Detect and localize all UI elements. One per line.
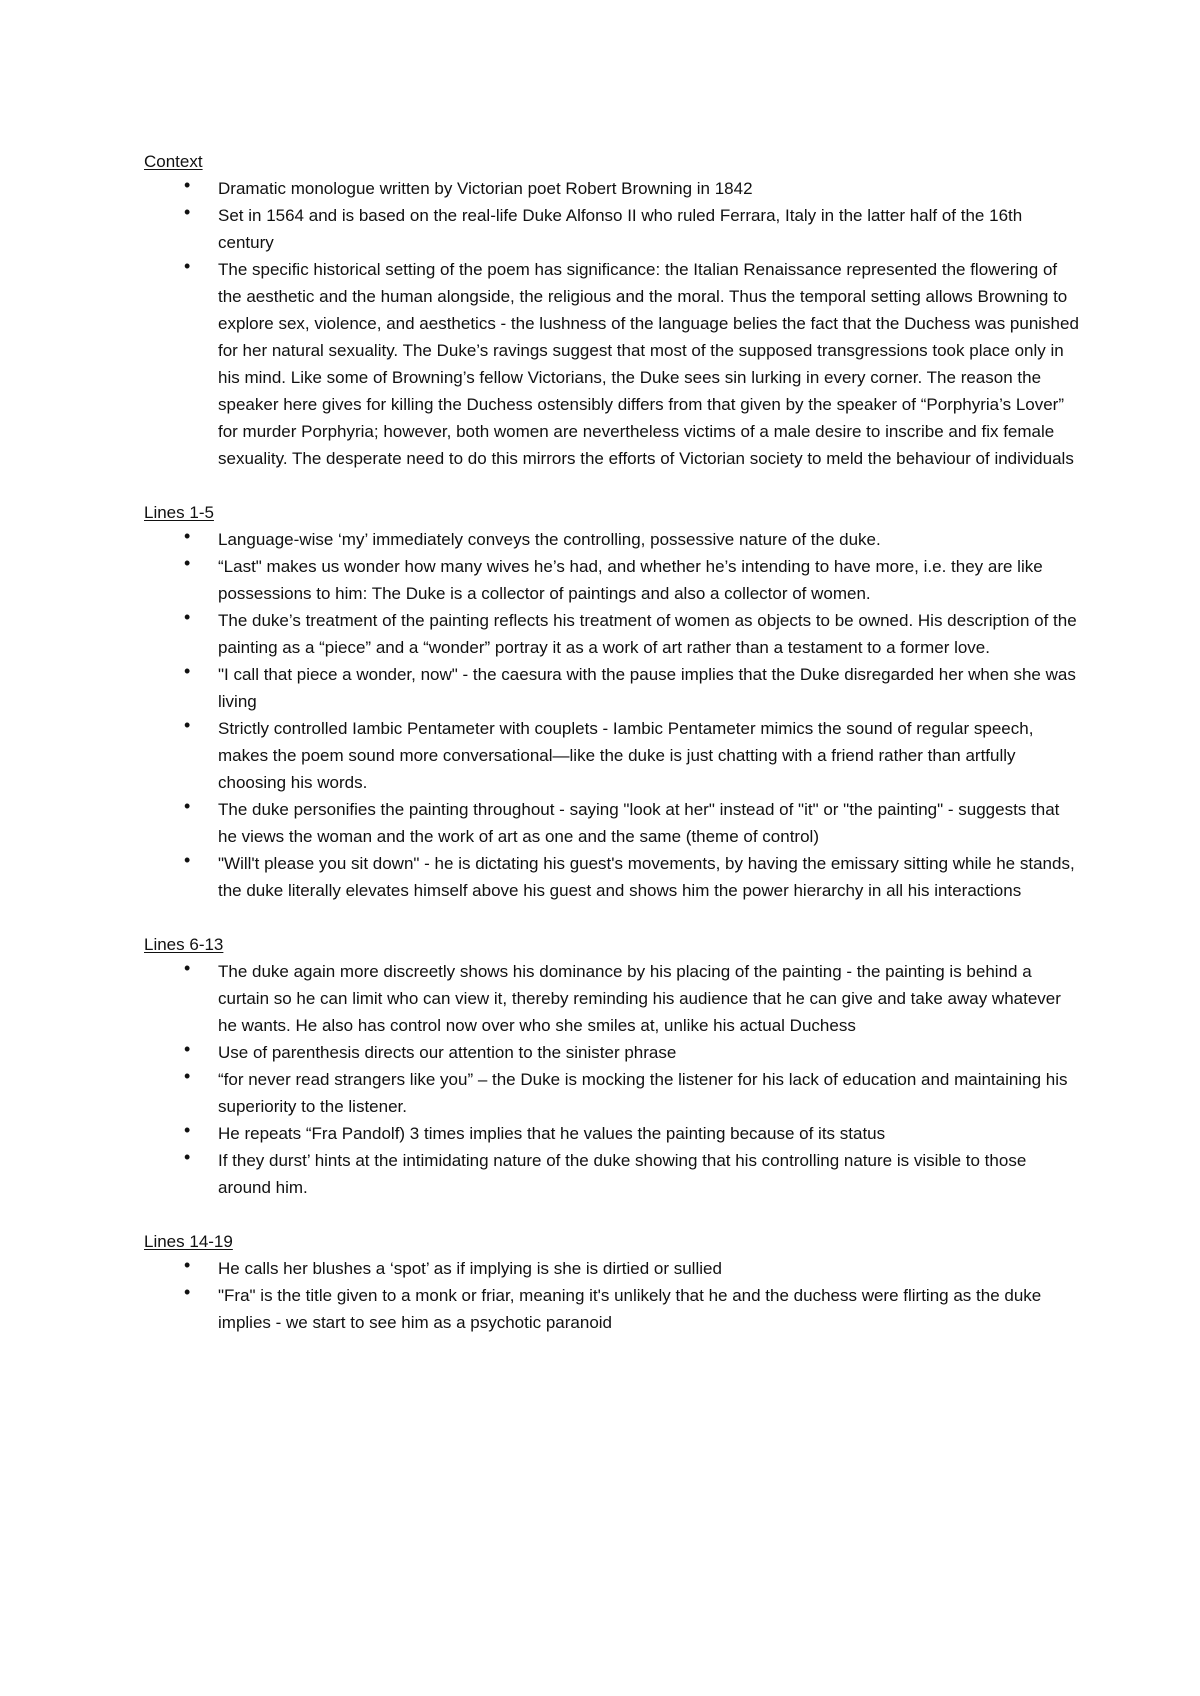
section-heading: Lines 6-13 (144, 935, 224, 954)
bullet-dot-icon: • (184, 850, 191, 870)
list-item-text: If they durst’ hints at the intimidating nature of the duke showing that his controlling nature is visible to those around him. (218, 1151, 1027, 1197)
list-item (144, 850, 1079, 904)
list-item (144, 526, 1079, 553)
list-item-text: “Last" makes us wonder how many wives he’s had, and whether he’s intending to have more, i.e. they are like possessions to him: The Duke is a collector of paintings and also a collector of women. (218, 557, 1043, 603)
bullet-dot-icon: • (184, 1282, 191, 1302)
list-item-text: “for never read strangers like you” – the Duke is mocking the listener for his lack of education and maintaining his superiority to the listener. (218, 1070, 1068, 1116)
list-item-text: "Will't please you sit down" - he is dictating his guest's movements, by having the emissary sitting while he stands, the duke literally elevates himself above his guest and shows him the power hierarchy in all his interactions (218, 854, 1075, 900)
bullet-dot-icon: • (184, 796, 191, 816)
section-lines-14-19 (144, 1228, 1079, 1336)
list-item (144, 1066, 1079, 1120)
document-page (144, 148, 1079, 1363)
list-item (144, 796, 1079, 850)
list-item (144, 1039, 1079, 1066)
bullet-list (144, 175, 1079, 472)
list-item (144, 607, 1079, 661)
bullet-dot-icon: • (184, 202, 191, 222)
list-item-text: Set in 1564 and is based on the real-life Duke Alfonso II who ruled Ferrara, Italy in the latter half of the 16th century (218, 206, 1023, 252)
bullet-dot-icon: • (184, 1039, 191, 1059)
list-item (144, 256, 1079, 472)
bullet-dot-icon: • (184, 607, 191, 627)
list-item-text: The specific historical setting of the poem has significance: the Italian Renaissance represented the flowering of the aesthetic and the human alongside, the religious and the moral. Thus the temporal setting allows Browning to explore sex, violence, and aesthetics - the lushness of the language belies the fact that the Duchess was punished for her natural sexuality. The Duke’s ravings suggest that most of the supposed transgressions took place only in his mind. Like some of Browning’s fellow Victorians, the Duke sees sin lurking in every corner. The reason the speaker here gives for killing the Duchess ostensibly differs from that given by the speaker of “Porphyria’s Lover” for murder Porphyria; however, both women are nevertheless victims of a male desire to inscribe and fix female sexuality. The desperate need to do this mirrors the efforts of Victorian society to meld the behaviour of individuals (218, 260, 1079, 468)
list-item (144, 1255, 1079, 1282)
list-item-text: "Fra" is the title given to a monk or friar, meaning it's unlikely that he and the duchess were flirting as the duke implies - we start to see him as a psychotic paranoid (218, 1286, 1042, 1332)
list-item-text: The duke’s treatment of the painting reflects his treatment of women as objects to be owned. His description of the painting as a “piece” and a “wonder” portray it as a work of art rather than a testament to a former love. (218, 611, 1077, 657)
list-item (144, 553, 1079, 607)
section-lines-1-5 (144, 499, 1079, 904)
list-item (144, 175, 1079, 202)
list-item (144, 1120, 1079, 1147)
list-item (144, 1147, 1079, 1201)
bullet-dot-icon: • (184, 175, 191, 195)
section-lines-6-13 (144, 931, 1079, 1201)
list-item (144, 661, 1079, 715)
list-item-text: He repeats “Fra Pandolf) 3 times implies that he values the painting because of its status (218, 1124, 886, 1143)
list-item (144, 202, 1079, 256)
list-item (144, 715, 1079, 796)
bullet-dot-icon: • (184, 553, 191, 573)
list-item-text: He calls her blushes a ‘spot’ as if implying is she is dirtied or sullied (218, 1259, 722, 1278)
list-item-text: Strictly controlled Iambic Pentameter with couplets - Iambic Pentameter mimics the sound of regular speech, makes the poem sound more conversational—like the duke is just chatting with a friend rather than artfully choosing his words. (218, 719, 1034, 792)
bullet-dot-icon: • (184, 526, 191, 546)
bullet-dot-icon: • (184, 661, 191, 681)
section-heading: Context (144, 152, 203, 171)
bullet-dot-icon: • (184, 1066, 191, 1086)
bullet-list (144, 958, 1079, 1201)
section-heading: Lines 1-5 (144, 503, 214, 522)
section-heading: Lines 14-19 (144, 1232, 233, 1251)
list-item (144, 1282, 1079, 1336)
list-item-text: Language-wise ‘my’ immediately conveys the controlling, possessive nature of the duke. (218, 530, 881, 549)
bullet-dot-icon: • (184, 1147, 191, 1167)
bullet-dot-icon: • (184, 715, 191, 735)
bullet-dot-icon: • (184, 1255, 191, 1275)
bullet-list (144, 526, 1079, 904)
bullet-dot-icon: • (184, 256, 191, 276)
list-item (144, 958, 1079, 1039)
bullet-list (144, 1255, 1079, 1336)
bullet-dot-icon: • (184, 1120, 191, 1140)
list-item-text: The duke personifies the painting throughout - saying "look at her" instead of "it" or "the painting" - suggests that he views the woman and the work of art as one and the same (theme of control) (218, 800, 1060, 846)
list-item-text: Dramatic monologue written by Victorian poet Robert Browning in 1842 (218, 179, 753, 198)
bullet-dot-icon: • (184, 958, 191, 978)
list-item-text: "I call that piece a wonder, now" - the caesura with the pause implies that the Duke disregarded her when she was living (218, 665, 1076, 711)
list-item-text: The duke again more discreetly shows his dominance by his placing of the painting - the painting is behind a curtain so he can limit who can view it, thereby reminding his audience that he can give and take away whatever he wants. He also has control now over who she smiles at, unlike his actual Duchess (218, 962, 1061, 1035)
section-context (144, 148, 1079, 472)
list-item-text: Use of parenthesis directs our attention to the sinister phrase (218, 1043, 677, 1062)
